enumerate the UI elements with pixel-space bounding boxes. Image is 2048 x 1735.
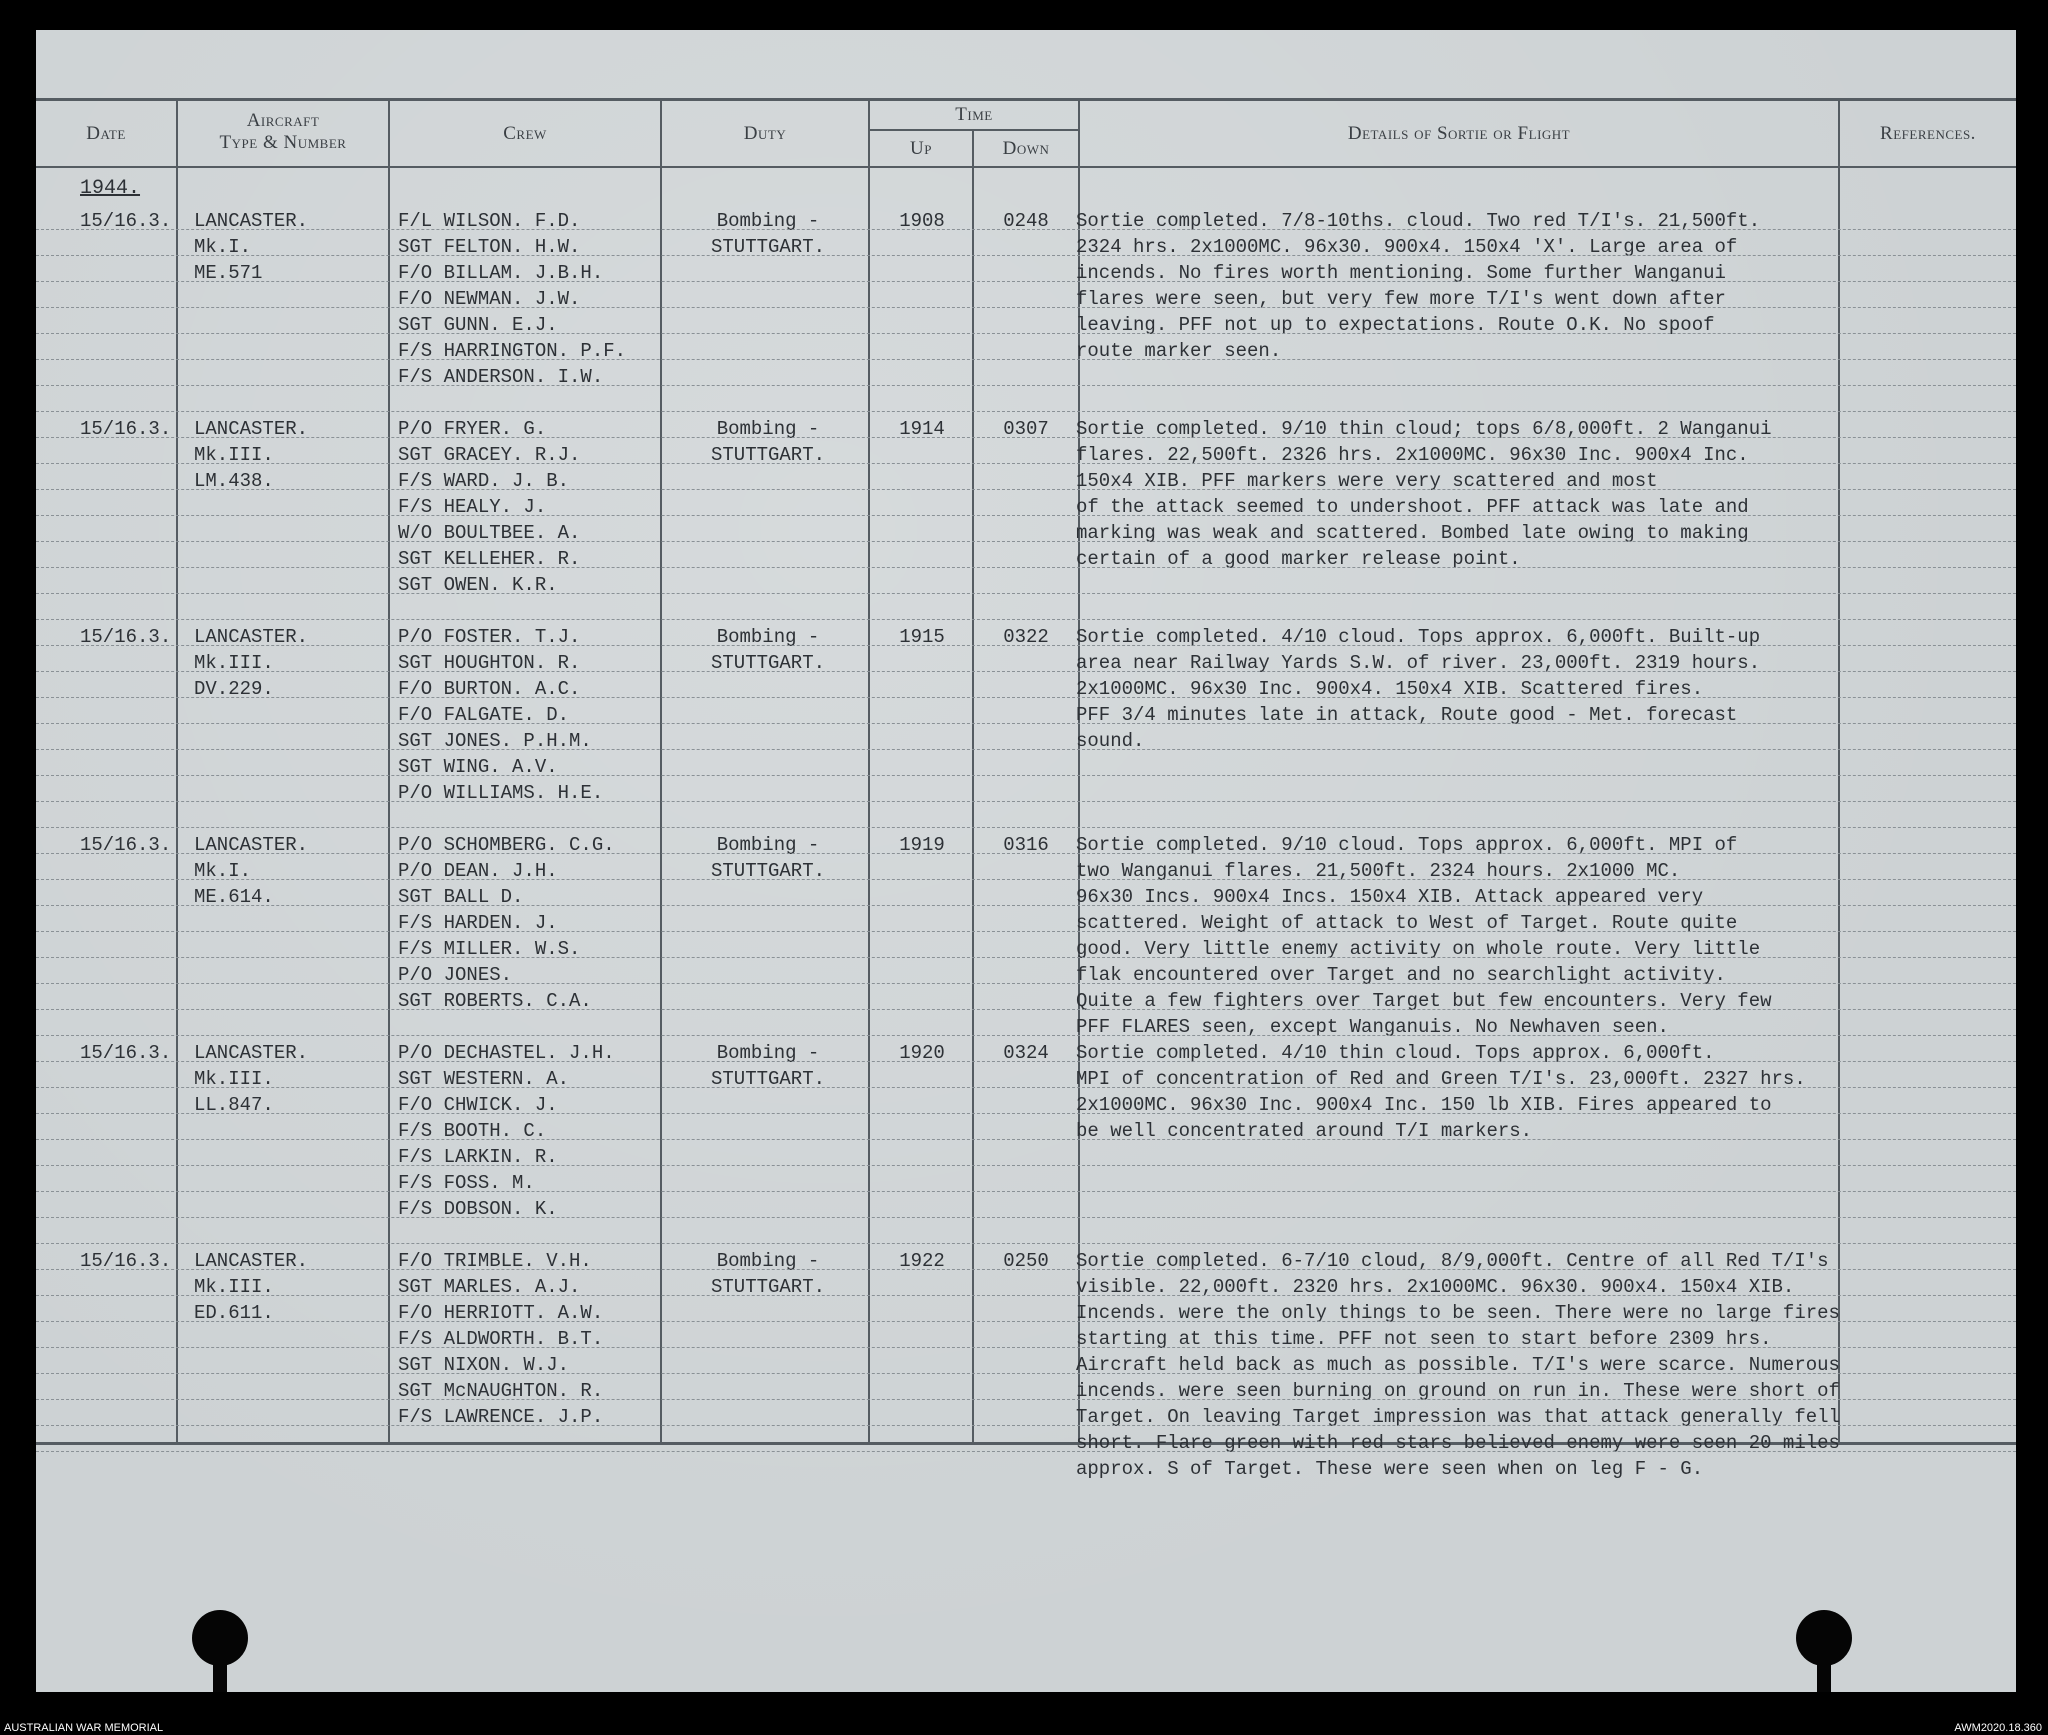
entry-aircraft bbox=[194, 1040, 308, 1118]
entry-aircraft bbox=[194, 1248, 308, 1326]
entry-aircraft-line: LANCASTER. bbox=[194, 418, 309, 440]
entry-crew-line: F/O BURTON. A.C. bbox=[398, 678, 581, 700]
entry-duty bbox=[668, 416, 868, 468]
entry-down-line: 0248 bbox=[1003, 210, 1049, 232]
entry-duty bbox=[668, 208, 868, 260]
col-rule-5 bbox=[972, 129, 974, 1444]
entry-date-line: 15/16.3. bbox=[80, 626, 172, 648]
record-page bbox=[36, 30, 2016, 1692]
entry-crew-line: SGT WESTERN. A. bbox=[398, 1068, 570, 1090]
entry-details-line: scattered. Weight of attack to West of Target. Route quite bbox=[1076, 912, 1738, 934]
ruled-line bbox=[36, 957, 2016, 958]
entry-details-line: visible. 22,000ft. 2320 hrs. 2x1000MC. 96x30. 900x4. 150x4 XIB. bbox=[1076, 1276, 1795, 1298]
entry-crew-line: F/O NEWMAN. J.W. bbox=[398, 288, 581, 310]
ruled-line bbox=[36, 1035, 2016, 1036]
entry-duty-line: STUTTGART. bbox=[710, 236, 826, 258]
entry-crew-line: W/O BOULTBEE. A. bbox=[398, 522, 581, 544]
operations-record-table bbox=[36, 30, 2016, 1692]
entry-aircraft-line: LL.847. bbox=[194, 1094, 274, 1116]
entry-details-line: Sortie completed. 7/8-10ths. cloud. Two red T/I's. 21,500ft. bbox=[1076, 210, 1761, 232]
entry-duty bbox=[668, 1248, 868, 1300]
ruled-line bbox=[36, 723, 2016, 724]
entry-details-line: area near Railway Yards S.W. of river. 23,000ft. 2319 hours. bbox=[1076, 652, 1761, 674]
entry-date-line: 15/16.3. bbox=[80, 418, 172, 440]
header-time: Time bbox=[955, 104, 993, 125]
entry-details bbox=[1076, 1040, 1806, 1144]
entry-crew-line: SGT JONES. P.H.M. bbox=[398, 730, 592, 752]
year-label: 1944. bbox=[80, 177, 141, 200]
entry-details-line: PFF 3/4 minutes late in attack, Route good - Met. forecast bbox=[1076, 704, 1738, 726]
entry-down bbox=[976, 208, 1076, 234]
binder-hole-left-tab bbox=[213, 1662, 227, 1692]
ruled-line bbox=[36, 1269, 2016, 1270]
entry-crew-line: F/O CHWICK. J. bbox=[398, 1094, 558, 1116]
ruled-line bbox=[36, 1113, 2016, 1114]
entry-details-line: incends. were seen burning on ground on run in. These were short of bbox=[1076, 1380, 1840, 1402]
entry-details-line: of the attack seemed to undershoot. PFF attack was late and bbox=[1076, 496, 1749, 518]
entry-details-line: 150x4 XIB. PFF markers were very scattered and most bbox=[1076, 470, 1658, 492]
entry-down bbox=[976, 624, 1076, 650]
entry-duty bbox=[668, 624, 868, 676]
entry-down-line: 0324 bbox=[1003, 1042, 1049, 1064]
entry-down-line: 0307 bbox=[1003, 418, 1049, 440]
entry-crew-line: F/S HARDEN. J. bbox=[398, 912, 558, 934]
entry-details-line: 2x1000MC. 96x30 Inc. 900x4. 150x4 XIB. Scattered fires. bbox=[1076, 678, 1704, 700]
entry-details-line: Sortie completed. 9/10 thin cloud; tops 6/8,000ft. 2 Wanganui bbox=[1076, 418, 1772, 440]
entry-crew-line: SGT KELLEHER. R. bbox=[398, 548, 581, 570]
ruled-line bbox=[36, 359, 2016, 360]
entry-details-line: Quite a few fighters over Target but few encounters. Very few bbox=[1076, 990, 1772, 1012]
entry-details-line: Aircraft held back as much as possible. T/I's were scarce. Numerous bbox=[1076, 1354, 1840, 1376]
entry-aircraft-line: LANCASTER. bbox=[194, 834, 309, 856]
entry-crew-line: SGT OWEN. K.R. bbox=[398, 574, 558, 596]
entry-crew-line: SGT NIXON. W.J. bbox=[398, 1354, 570, 1376]
ruled-line bbox=[36, 645, 2016, 646]
entry-crew-line: SGT WING. A.V. bbox=[398, 756, 558, 778]
entry-details-line: sound. bbox=[1076, 730, 1145, 752]
ruled-line bbox=[36, 749, 2016, 750]
entry-aircraft bbox=[194, 208, 308, 286]
entry-date bbox=[80, 624, 171, 650]
entry-crew bbox=[398, 832, 615, 1014]
entry-duty bbox=[668, 1040, 868, 1092]
header-top-rule bbox=[36, 98, 2016, 101]
entry-date-line: 15/16.3. bbox=[80, 1250, 172, 1272]
entry-up bbox=[874, 624, 970, 650]
entry-crew-line: P/O FRYER. G. bbox=[398, 418, 547, 440]
ruled-line bbox=[36, 411, 2016, 412]
entry-details-line: two Wanganui flares. 21,500ft. 2324 hours. 2x1000 MC. bbox=[1076, 860, 1681, 882]
entry-details-line: be well concentrated around T/I markers. bbox=[1076, 1120, 1533, 1142]
entry-crew-line: F/S HARRINGTON. P.F. bbox=[398, 340, 627, 362]
entry-duty-line: Bombing - bbox=[716, 1042, 820, 1064]
entry-details-line: approx. S of Target. These were seen when on leg F - G. bbox=[1076, 1458, 1704, 1480]
ruled-line bbox=[36, 437, 2016, 438]
entry-duty-line: STUTTGART. bbox=[710, 860, 826, 882]
ruled-line bbox=[36, 1009, 2016, 1010]
ruled-line bbox=[36, 931, 2016, 932]
entry-down bbox=[976, 416, 1076, 442]
archive-footer-bar bbox=[0, 1692, 2048, 1735]
ruled-line bbox=[36, 1451, 2016, 1452]
entry-details-line: 96x30 Incs. 900x4 Incs. 150x4 XIB. Attack appeared very bbox=[1076, 886, 1704, 908]
entry-crew-line: SGT GRACEY. R.J. bbox=[398, 444, 581, 466]
entry-details-line: 2x1000MC. 96x30 Inc. 900x4 Inc. 150 lb XIB. Fires appeared to bbox=[1076, 1094, 1772, 1116]
entry-aircraft bbox=[194, 832, 308, 910]
entry-down-line: 0322 bbox=[1003, 626, 1049, 648]
entry-details-line: route marker seen. bbox=[1076, 340, 1282, 362]
header-up: Up bbox=[910, 138, 932, 159]
entry-duty-line: STUTTGART. bbox=[710, 1068, 826, 1090]
entry-details-line: incends. No fires worth mentioning. Some further Wanganui bbox=[1076, 262, 1726, 284]
entry-duty-line: Bombing - bbox=[716, 210, 820, 232]
entry-details-line: marking was weak and scattered. Bombed late owing to making bbox=[1076, 522, 1749, 544]
ruled-line bbox=[36, 1061, 2016, 1062]
ruled-line bbox=[36, 619, 2016, 620]
entry-down-line: 0250 bbox=[1003, 1250, 1049, 1272]
entry-details-line: PFF FLARES seen, except Wanganuis. No Newhaven seen. bbox=[1076, 1016, 1669, 1038]
entry-crew-line: F/S FOSS. M. bbox=[398, 1172, 535, 1194]
entry-crew-line: F/S ALDWORTH. B.T. bbox=[398, 1328, 604, 1350]
ruled-line bbox=[36, 983, 2016, 984]
entry-details-line: flak encountered over Target and no searchlight activity. bbox=[1076, 964, 1726, 986]
entry-duty bbox=[668, 832, 868, 884]
entry-details-line: Target. On leaving Target impression was that attack generally fell bbox=[1076, 1406, 1840, 1428]
entry-up bbox=[874, 208, 970, 234]
entry-up-line: 1908 bbox=[899, 210, 945, 232]
entry-crew-line: P/O WILLIAMS. H.E. bbox=[398, 782, 604, 804]
header-details: Details of Sortie or Flight bbox=[1347, 123, 1571, 144]
entry-details-line: Sortie completed. 4/10 cloud. Tops approx. 6,000ft. Built-up bbox=[1076, 626, 1761, 648]
entry-crew-line: P/O SCHOMBERG. C.G. bbox=[398, 834, 615, 856]
entry-aircraft-line: Mk.III. bbox=[194, 1068, 274, 1090]
entry-aircraft bbox=[194, 416, 308, 494]
entry-date bbox=[80, 208, 171, 234]
ruled-line bbox=[36, 541, 2016, 542]
ruled-line bbox=[36, 827, 2016, 828]
ruled-line bbox=[36, 801, 2016, 802]
entry-details-line: Sortie completed. 9/10 cloud. Tops approx. 6,000ft. MPI of bbox=[1076, 834, 1738, 856]
entry-aircraft-line: LM.438. bbox=[194, 470, 274, 492]
entry-date-line: 15/16.3. bbox=[80, 834, 172, 856]
ruled-line bbox=[36, 385, 2016, 386]
entry-crew bbox=[398, 208, 626, 390]
entry-up bbox=[874, 832, 970, 858]
entry-date bbox=[80, 1040, 171, 1066]
entry-crew-line: F/O BILLAM. J.B.H. bbox=[398, 262, 604, 284]
ruled-line bbox=[36, 229, 2016, 230]
ruled-line bbox=[36, 1373, 2016, 1374]
entry-crew-line: F/O FALGATE. D. bbox=[398, 704, 570, 726]
header-bottom-rule bbox=[36, 166, 2016, 168]
footer-catalogue-number: AWM2020.18.360 bbox=[1954, 1722, 2042, 1734]
entry-details-line: good. Very little enemy activity on whole route. Very little bbox=[1076, 938, 1761, 960]
entry-date bbox=[80, 1248, 171, 1274]
entry-up bbox=[874, 1040, 970, 1066]
ruled-line bbox=[36, 1139, 2016, 1140]
entry-duty-line: STUTTGART. bbox=[710, 1276, 826, 1298]
entry-details bbox=[1076, 1248, 1840, 1482]
entry-up bbox=[874, 416, 970, 442]
entry-details-line: certain of a good marker release point. bbox=[1076, 548, 1521, 570]
ruled-line bbox=[36, 697, 2016, 698]
ruled-line bbox=[36, 905, 2016, 906]
entry-crew bbox=[398, 1040, 615, 1222]
ruled-line bbox=[36, 853, 2016, 854]
entry-details-line: Sortie completed. 6-7/10 cloud, 8/9,000ft. Centre of all Red T/I's bbox=[1076, 1250, 1829, 1272]
footer-credit: AUSTRALIAN WAR MEMORIAL bbox=[4, 1722, 164, 1734]
entry-duty-line: STUTTGART. bbox=[710, 444, 826, 466]
ruled-line bbox=[36, 489, 2016, 490]
binder-hole-left bbox=[192, 1610, 248, 1666]
ruled-line bbox=[36, 255, 2016, 256]
entry-crew-line: P/O JONES. bbox=[398, 964, 513, 986]
entry-up-line: 1920 bbox=[899, 1042, 945, 1064]
binder-hole-right bbox=[1796, 1610, 1852, 1666]
header-aircraft: Aircraft Type & Number bbox=[219, 110, 347, 153]
entry-duty-line: Bombing - bbox=[716, 418, 820, 440]
entry-details bbox=[1076, 208, 1760, 364]
entry-aircraft-line: DV.229. bbox=[194, 678, 274, 700]
entry-aircraft-line: ME.614. bbox=[194, 886, 274, 908]
ruled-line bbox=[36, 333, 2016, 334]
entry-crew-line: F/S ANDERSON. I.W. bbox=[398, 366, 604, 388]
entry-crew-line: SGT MARLES. A.J. bbox=[398, 1276, 581, 1298]
entry-aircraft-line: Mk.I. bbox=[194, 860, 252, 882]
ruled-line bbox=[36, 1165, 2016, 1166]
entry-aircraft-line: Mk.III. bbox=[194, 1276, 274, 1298]
entry-up bbox=[874, 1248, 970, 1274]
entry-details-line: 2324 hrs. 2x1000MC. 96x30. 900x4. 150x4 'X'. Large area of bbox=[1076, 236, 1738, 258]
entry-date-line: 15/16.3. bbox=[80, 210, 172, 232]
header-date: Date bbox=[86, 123, 126, 144]
entry-crew-line: SGT ROBERTS. C.A. bbox=[398, 990, 592, 1012]
entry-crew bbox=[398, 416, 580, 598]
entry-aircraft-line: ME.571 bbox=[194, 262, 263, 284]
entry-up-line: 1914 bbox=[899, 418, 945, 440]
entry-up-line: 1922 bbox=[899, 1250, 945, 1272]
entry-down bbox=[976, 1040, 1076, 1066]
entry-crew-line: F/O HERRIOTT. A.W. bbox=[398, 1302, 604, 1324]
entry-details-line: starting at this time. PFF not seen to start before 2309 hrs. bbox=[1076, 1328, 1772, 1350]
entry-aircraft-line: LANCASTER. bbox=[194, 1250, 309, 1272]
entry-up-line: 1915 bbox=[899, 626, 945, 648]
header-duty: Duty bbox=[743, 123, 787, 144]
entry-crew-line: SGT FELTON. H.W. bbox=[398, 236, 581, 258]
ruled-line bbox=[36, 593, 2016, 594]
entry-crew-line: F/S MILLER. W.S. bbox=[398, 938, 581, 960]
binder-hole-right-tab bbox=[1817, 1662, 1831, 1692]
ruled-line bbox=[36, 1087, 2016, 1088]
entry-down bbox=[976, 1248, 1076, 1274]
entry-crew-line: F/S WARD. J. B. bbox=[398, 470, 570, 492]
ruled-line bbox=[36, 775, 2016, 776]
ruled-line bbox=[36, 1217, 2016, 1218]
ruled-line bbox=[36, 671, 2016, 672]
entry-date bbox=[80, 416, 171, 442]
entry-crew-line: SGT GUNN. E.J. bbox=[398, 314, 558, 336]
entry-up-line: 1919 bbox=[899, 834, 945, 856]
entry-duty-line: STUTTGART. bbox=[710, 652, 826, 674]
entry-crew-line: P/O DEAN. J.H. bbox=[398, 860, 558, 882]
entry-crew-line: SGT BALL D. bbox=[398, 886, 524, 908]
entry-details bbox=[1076, 624, 1760, 754]
entry-aircraft-line: Mk.III. bbox=[194, 652, 274, 674]
entry-aircraft-line: Mk.I. bbox=[194, 236, 252, 258]
entry-aircraft-line: LANCASTER. bbox=[194, 210, 309, 232]
entry-crew-line: F/S DOBSON. K. bbox=[398, 1198, 558, 1220]
entry-details-line: leaving. PFF not up to expectations. Route O.K. No spoof bbox=[1076, 314, 1715, 336]
entry-aircraft-line: LANCASTER. bbox=[194, 1042, 309, 1064]
ruled-line bbox=[36, 515, 2016, 516]
entry-crew-line: P/O FOSTER. T.J. bbox=[398, 626, 581, 648]
entry-aircraft-line: Mk.III. bbox=[194, 444, 274, 466]
entry-aircraft bbox=[194, 624, 308, 702]
header-references: References. bbox=[1880, 123, 1976, 144]
header-crew: Crew bbox=[503, 123, 547, 144]
ruled-line bbox=[36, 879, 2016, 880]
entry-crew-line: F/L WILSON. F.D. bbox=[398, 210, 581, 232]
entry-crew-line: F/S LAWRENCE. J.P. bbox=[398, 1406, 604, 1428]
entry-crew bbox=[398, 1248, 603, 1430]
entry-duty-line: Bombing - bbox=[716, 834, 820, 856]
ruled-line bbox=[36, 1321, 2016, 1322]
ruled-line bbox=[36, 281, 2016, 282]
entry-crew-line: SGT McNAUGHTON. R. bbox=[398, 1380, 604, 1402]
entry-crew-line: SGT HOUGHTON. R. bbox=[398, 652, 581, 674]
entry-details-line: Incends. were the only things to be seen. There were no large fires bbox=[1076, 1302, 1840, 1324]
entry-duty-line: Bombing - bbox=[716, 626, 820, 648]
entry-details-line: short. Flare green with red stars believed enemy were seen 20 miles bbox=[1076, 1432, 1840, 1454]
entry-crew-line: P/O DECHASTEL. J.H. bbox=[398, 1042, 615, 1064]
ruled-line bbox=[36, 567, 2016, 568]
entry-crew-line: F/O TRIMBLE. V.H. bbox=[398, 1250, 592, 1272]
entry-details-line: flares were seen, but very few more T/I's went down after bbox=[1076, 288, 1726, 310]
entry-crew-line: F/S BOOTH. C. bbox=[398, 1120, 547, 1142]
time-split-rule bbox=[868, 129, 1080, 131]
ruled-line bbox=[36, 1191, 2016, 1192]
ruled-line bbox=[36, 1425, 2016, 1426]
ruled-line bbox=[36, 307, 2016, 308]
entry-crew-line: F/S HEALY. J. bbox=[398, 496, 547, 518]
ruled-line bbox=[36, 1295, 2016, 1296]
ruled-line bbox=[36, 463, 2016, 464]
ruled-line bbox=[36, 1243, 2016, 1244]
ruled-line bbox=[36, 1399, 2016, 1400]
entry-date bbox=[80, 832, 171, 858]
entry-details bbox=[1076, 416, 1772, 572]
entry-aircraft-line: ED.611. bbox=[194, 1302, 274, 1324]
entry-details-line: flares. 22,500ft. 2326 hrs. 2x1000MC. 96x30 Inc. 900x4 Inc. bbox=[1076, 444, 1749, 466]
entry-crew bbox=[398, 624, 603, 806]
entry-details-line: Sortie completed. 4/10 thin cloud. Tops approx. 6,000ft. bbox=[1076, 1042, 1715, 1064]
ruled-line bbox=[36, 1347, 2016, 1348]
entry-down bbox=[976, 832, 1076, 858]
entry-down-line: 0316 bbox=[1003, 834, 1049, 856]
entry-date-line: 15/16.3. bbox=[80, 1042, 172, 1064]
entry-aircraft-line: LANCASTER. bbox=[194, 626, 309, 648]
entry-details-line: MPI of concentration of Red and Green T/I's. 23,000ft. 2327 hrs. bbox=[1076, 1068, 1806, 1090]
entry-crew-line: F/S LARKIN. R. bbox=[398, 1146, 558, 1168]
header-down: Down bbox=[1002, 138, 1050, 159]
entry-duty-line: Bombing - bbox=[716, 1250, 820, 1272]
